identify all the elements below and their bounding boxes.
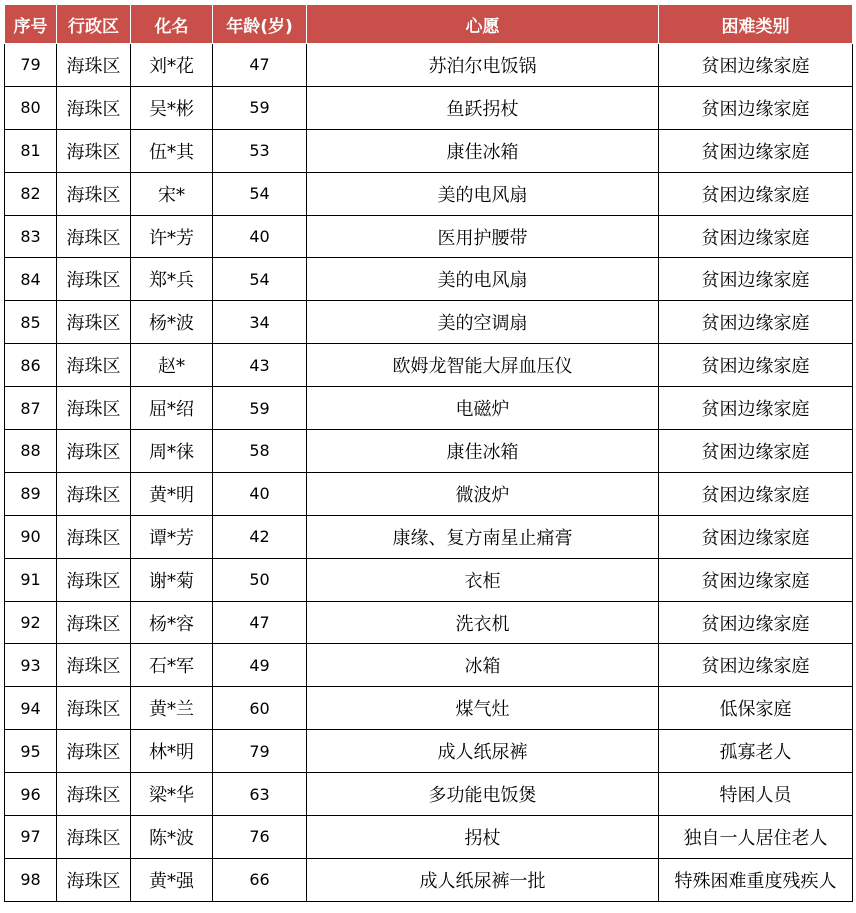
cell-id: 80 [5, 86, 57, 129]
table-row [5, 430, 853, 473]
cell-district: 海珠区 [57, 387, 131, 430]
cell-age: 49 [213, 644, 307, 687]
table-row [5, 515, 853, 558]
header-wish: 心愿 [307, 5, 659, 44]
cell-category: 贫困边缘家庭 [659, 387, 853, 430]
header-age: 年龄(岁) [213, 5, 307, 44]
cell-age: 40 [213, 215, 307, 258]
cell-category: 贫困边缘家庭 [659, 129, 853, 172]
cell-category: 贫困边缘家庭 [659, 86, 853, 129]
cell-wish: 成人纸尿裤一批 [307, 858, 659, 901]
cell-wish: 煤气灶 [307, 687, 659, 730]
cell-category: 低保家庭 [659, 687, 853, 730]
cell-name: 伍*其 [131, 129, 213, 172]
cell-wish: 拐杖 [307, 816, 659, 859]
table-header [5, 5, 853, 44]
cell-district: 海珠区 [57, 601, 131, 644]
cell-district: 海珠区 [57, 558, 131, 601]
cell-category: 贫困边缘家庭 [659, 301, 853, 344]
cell-name: 杨*容 [131, 601, 213, 644]
wish-list-table [4, 4, 853, 902]
cell-name: 林*明 [131, 730, 213, 773]
table-row [5, 44, 853, 87]
cell-age: 42 [213, 515, 307, 558]
cell-name: 梁*华 [131, 773, 213, 816]
cell-district: 海珠区 [57, 44, 131, 87]
cell-category: 特殊困难重度残疾人 [659, 858, 853, 901]
cell-id: 82 [5, 172, 57, 215]
cell-wish: 苏泊尔电饭锅 [307, 44, 659, 87]
table-row [5, 215, 853, 258]
cell-id: 89 [5, 472, 57, 515]
cell-district: 海珠区 [57, 129, 131, 172]
table-row [5, 730, 853, 773]
cell-age: 79 [213, 730, 307, 773]
cell-name: 屈*绍 [131, 387, 213, 430]
cell-district: 海珠区 [57, 773, 131, 816]
cell-district: 海珠区 [57, 258, 131, 301]
cell-id: 81 [5, 129, 57, 172]
cell-id: 98 [5, 858, 57, 901]
table-row [5, 644, 853, 687]
table-body [5, 44, 853, 902]
cell-age: 47 [213, 44, 307, 87]
cell-name: 谢*菊 [131, 558, 213, 601]
cell-wish: 美的电风扇 [307, 258, 659, 301]
cell-district: 海珠区 [57, 86, 131, 129]
header-row [5, 5, 853, 44]
cell-age: 43 [213, 344, 307, 387]
cell-wish: 成人纸尿裤 [307, 730, 659, 773]
cell-wish: 美的电风扇 [307, 172, 659, 215]
table-row [5, 773, 853, 816]
cell-id: 95 [5, 730, 57, 773]
cell-wish: 康缘、复方南星止痛膏 [307, 515, 659, 558]
table-row [5, 558, 853, 601]
cell-age: 58 [213, 430, 307, 473]
cell-wish: 多功能电饭煲 [307, 773, 659, 816]
cell-name: 宋* [131, 172, 213, 215]
cell-age: 76 [213, 816, 307, 859]
cell-category: 贫困边缘家庭 [659, 215, 853, 258]
cell-wish: 康佳冰箱 [307, 430, 659, 473]
cell-name: 许*芳 [131, 215, 213, 258]
cell-id: 90 [5, 515, 57, 558]
cell-wish: 电磁炉 [307, 387, 659, 430]
cell-name: 吴*彬 [131, 86, 213, 129]
cell-category: 孤寡老人 [659, 730, 853, 773]
cell-district: 海珠区 [57, 515, 131, 558]
cell-district: 海珠区 [57, 687, 131, 730]
cell-wish: 欧姆龙智能大屏血压仪 [307, 344, 659, 387]
cell-name: 周*徕 [131, 430, 213, 473]
cell-id: 96 [5, 773, 57, 816]
cell-id: 87 [5, 387, 57, 430]
cell-category: 贫困边缘家庭 [659, 515, 853, 558]
cell-age: 53 [213, 129, 307, 172]
table-row [5, 258, 853, 301]
cell-age: 60 [213, 687, 307, 730]
header-district: 行政区 [57, 5, 131, 44]
table-row [5, 858, 853, 901]
cell-category: 贫困边缘家庭 [659, 430, 853, 473]
cell-category: 特困人员 [659, 773, 853, 816]
cell-name: 杨*波 [131, 301, 213, 344]
table-row [5, 387, 853, 430]
cell-wish: 冰箱 [307, 644, 659, 687]
cell-age: 63 [213, 773, 307, 816]
cell-district: 海珠区 [57, 172, 131, 215]
cell-id: 79 [5, 44, 57, 87]
cell-wish: 鱼跃拐杖 [307, 86, 659, 129]
cell-district: 海珠区 [57, 816, 131, 859]
cell-district: 海珠区 [57, 730, 131, 773]
cell-name: 刘*花 [131, 44, 213, 87]
cell-age: 40 [213, 472, 307, 515]
table-row [5, 172, 853, 215]
cell-id: 84 [5, 258, 57, 301]
table-row [5, 687, 853, 730]
cell-name: 黄*兰 [131, 687, 213, 730]
cell-category: 贫困边缘家庭 [659, 644, 853, 687]
cell-age: 59 [213, 387, 307, 430]
table-row [5, 86, 853, 129]
cell-district: 海珠区 [57, 301, 131, 344]
cell-category: 贫困边缘家庭 [659, 44, 853, 87]
cell-age: 54 [213, 258, 307, 301]
cell-age: 47 [213, 601, 307, 644]
cell-name: 郑*兵 [131, 258, 213, 301]
cell-id: 93 [5, 644, 57, 687]
cell-category: 贫困边缘家庭 [659, 344, 853, 387]
cell-id: 94 [5, 687, 57, 730]
cell-district: 海珠区 [57, 644, 131, 687]
cell-name: 黄*强 [131, 858, 213, 901]
cell-id: 92 [5, 601, 57, 644]
cell-age: 34 [213, 301, 307, 344]
cell-age: 50 [213, 558, 307, 601]
table-row [5, 344, 853, 387]
cell-age: 59 [213, 86, 307, 129]
cell-name: 石*军 [131, 644, 213, 687]
wish-list-table-container [4, 4, 853, 902]
table-row [5, 472, 853, 515]
table-row [5, 301, 853, 344]
cell-category: 贫困边缘家庭 [659, 558, 853, 601]
cell-name: 赵* [131, 344, 213, 387]
cell-wish: 微波炉 [307, 472, 659, 515]
cell-name: 黄*明 [131, 472, 213, 515]
cell-district: 海珠区 [57, 472, 131, 515]
cell-id: 91 [5, 558, 57, 601]
table-row [5, 601, 853, 644]
table-row [5, 816, 853, 859]
cell-category: 独自一人居住老人 [659, 816, 853, 859]
cell-age: 54 [213, 172, 307, 215]
cell-name: 陈*波 [131, 816, 213, 859]
cell-id: 88 [5, 430, 57, 473]
cell-category: 贫困边缘家庭 [659, 172, 853, 215]
cell-category: 贫困边缘家庭 [659, 472, 853, 515]
cell-id: 83 [5, 215, 57, 258]
cell-id: 85 [5, 301, 57, 344]
cell-wish: 美的空调扇 [307, 301, 659, 344]
cell-district: 海珠区 [57, 858, 131, 901]
cell-category: 贫困边缘家庭 [659, 601, 853, 644]
cell-district: 海珠区 [57, 215, 131, 258]
cell-district: 海珠区 [57, 430, 131, 473]
header-category: 困难类别 [659, 5, 853, 44]
cell-wish: 衣柜 [307, 558, 659, 601]
cell-category: 贫困边缘家庭 [659, 258, 853, 301]
cell-wish: 康佳冰箱 [307, 129, 659, 172]
cell-wish: 洗衣机 [307, 601, 659, 644]
cell-id: 97 [5, 816, 57, 859]
cell-wish: 医用护腰带 [307, 215, 659, 258]
cell-age: 66 [213, 858, 307, 901]
header-name: 化名 [131, 5, 213, 44]
cell-id: 86 [5, 344, 57, 387]
table-row [5, 129, 853, 172]
cell-district: 海珠区 [57, 344, 131, 387]
cell-name: 谭*芳 [131, 515, 213, 558]
header-id: 序号 [5, 5, 57, 44]
